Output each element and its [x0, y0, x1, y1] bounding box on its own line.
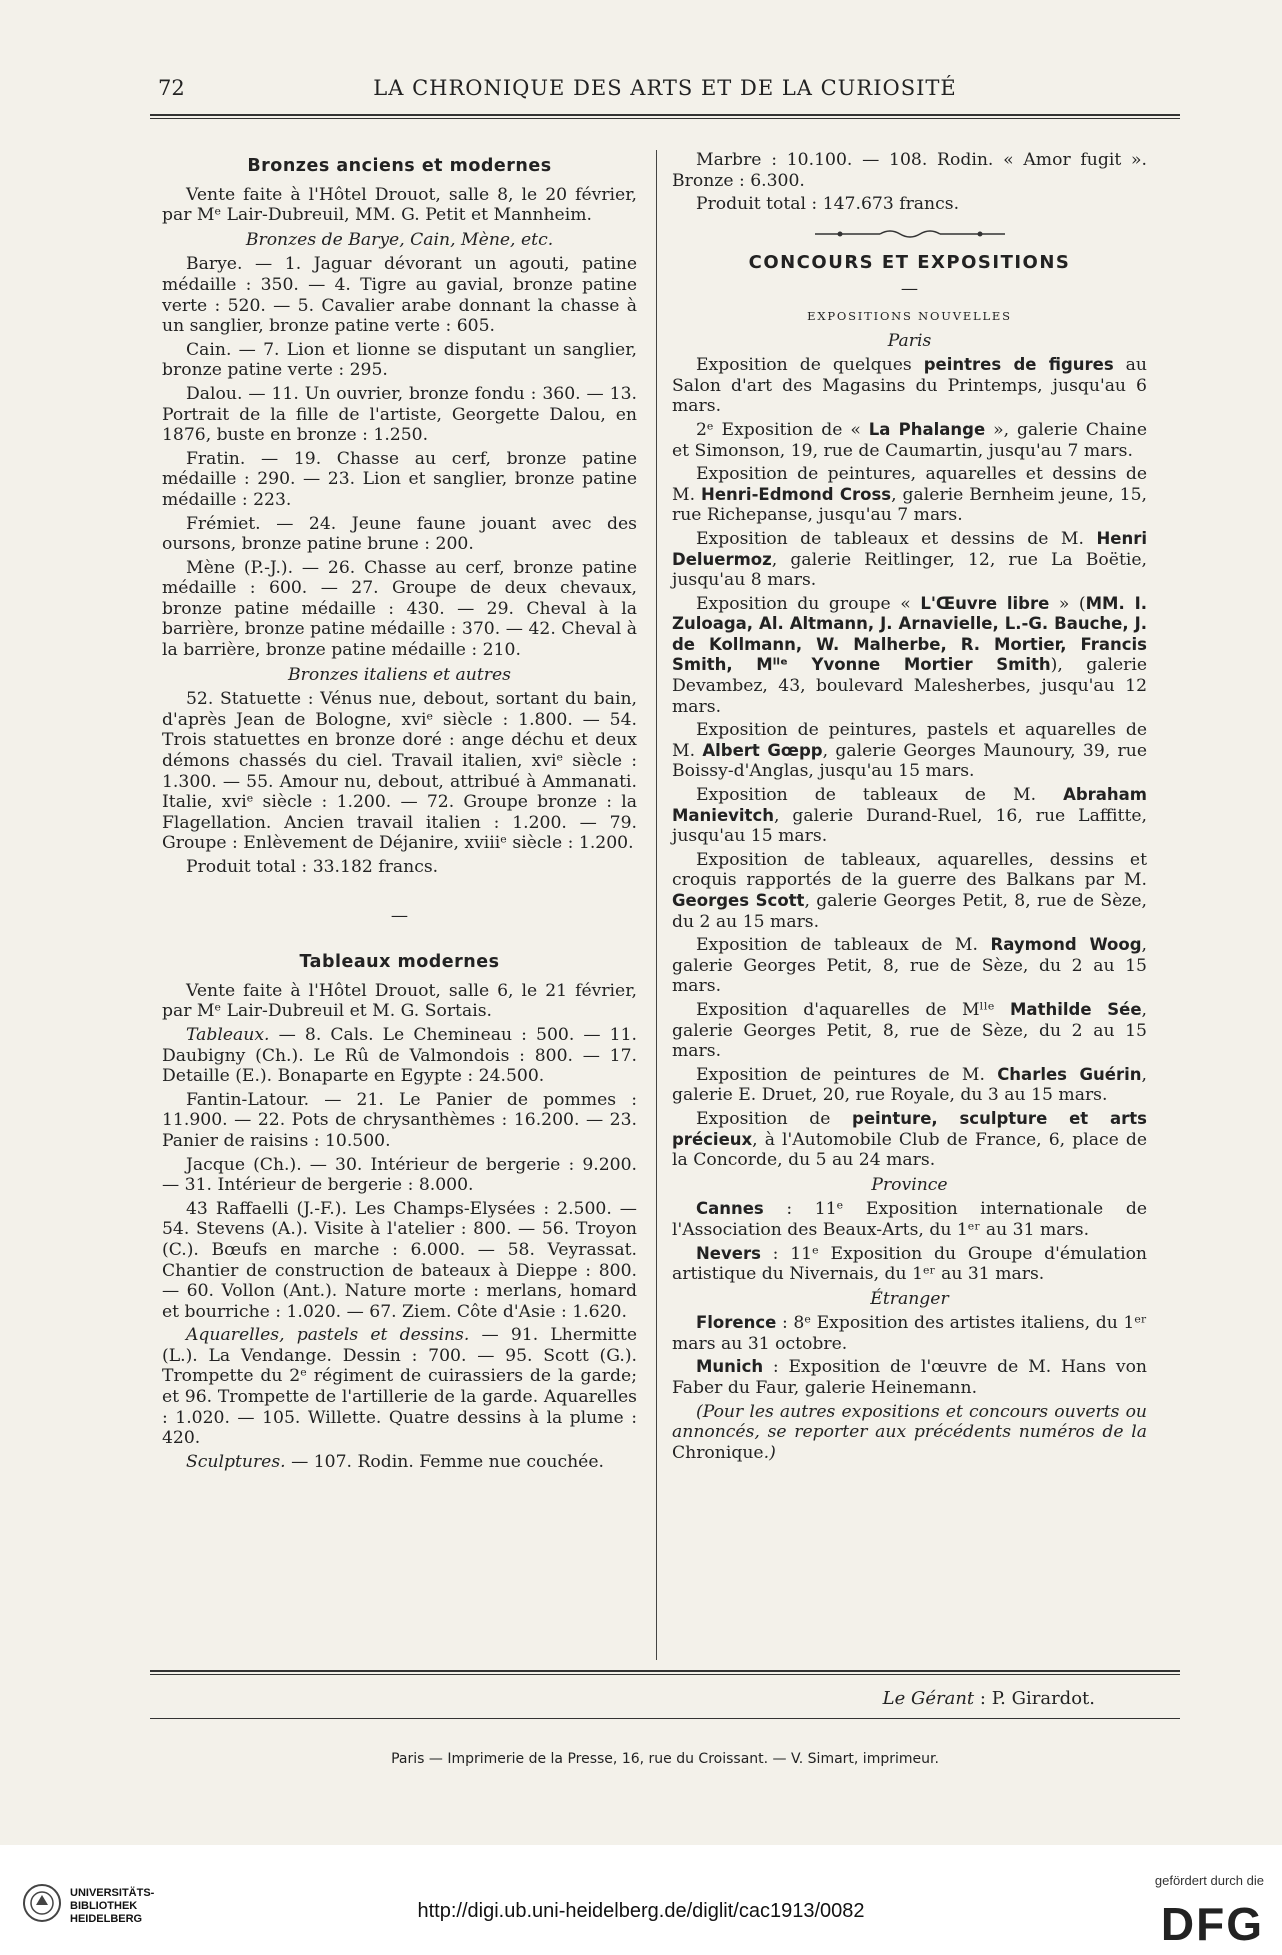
page-header: [150, 76, 1180, 112]
inline-text: au Salon d'art des Magasins du Printemps, jusqu'au 6 mars.: [672, 355, 1147, 417]
bold-name: peintres de figures: [923, 355, 1114, 375]
digital-url-link[interactable]: http://digi.ub.uni-heidelberg.de/diglit/cac1913/0082: [417, 1900, 865, 1922]
paragraph: Cain. — 7. Lion et lionne se disputant un sanglier, bronze patine verte : 295.: [162, 339, 637, 381]
inline-text: , galerie Durand-Ruel, 16, rue Laffitte, jusqu'au 15 mars.: [672, 805, 1147, 847]
inline-text: : 8ᵉ Exposition des artistes italiens, du 1ᵉʳ mars au 31 octobre.: [672, 1313, 1147, 1354]
inline-text: — 107. Rodin. Femme nue couchée.: [285, 1451, 604, 1472]
total-line: Produit total : 33.182 francs.: [186, 857, 439, 877]
paragraph: [672, 785, 1147, 847]
paragraph: [162, 1325, 637, 1449]
bold-name: Abraham Manievitch: [672, 785, 1147, 825]
section-title-tableaux: Tableaux modernes: [299, 952, 500, 973]
inline-text: Exposition de quelques: [696, 355, 924, 376]
inline-text: ), galerie Devambez, 43, boulevard Malesherbes, jusqu'au 12 mars.: [672, 655, 1147, 717]
paragraph: [672, 594, 1147, 718]
section-dash: —: [900, 279, 919, 300]
inline-text: , galerie Georges Maunoury, 39, rue Boissy-d'Anglas, jusqu'au 15 mars.: [672, 740, 1147, 782]
gerant-name: P. Girardot.: [991, 1688, 1095, 1709]
running-title: LA CHRONIQUE DES ARTS ET DE LA CURIOSITÉ: [373, 76, 957, 100]
paragraph: [672, 1313, 1147, 1354]
inline-text: Exposition de peintures, pastels et aquarelles de M.: [672, 720, 1147, 761]
paragraph: 43 Raffaelli (J.-F.). Les Champs-Elysées : 2.500. — 54. Stevens (A.). Visite à l'atelier : 800. — 56. Troyon (C.). Bœufs en marche : 6.000. — 58. Veyrassat. Chantier de construction de bateaux à Dieppe : 800. — 60. Vollon (Ant.). Nature morte : merlans, homard et bourriche : 1.020. — 67. Ziem. Côte d'Asie : 1.620.: [162, 1198, 637, 1322]
paragraph: Mène (P.-J.). — 26. Chasse au cerf, bronze patine médaille : 600. — 27. Groupe de deux chevaux, bronze patine médaille : 430. — 29. Cheval à la barrière, bronze patine médaille : 370. — 42. Cheval à la barrière, bronze patine médaille : 210.: [162, 557, 637, 661]
digitization-footer: [0, 1845, 1282, 1955]
paragraph: Frémiet. — 24. Jeune faune jouant avec des oursons, bronze patine brune : 200.: [162, 513, 637, 555]
paragraph: [672, 720, 1147, 782]
uni-line: BIBLIOTHEK: [70, 1900, 138, 1912]
inline-text: Exposition de: [696, 1108, 853, 1129]
inline-text: , galerie Reitlinger, 12, rue La Boëtie, jusqu'au 8 mars.: [672, 549, 1147, 591]
inline-text: 2ᵉ Exposition de «: [696, 419, 869, 440]
inline-text: Exposition du groupe «: [696, 593, 921, 614]
paragraph: [162, 1025, 637, 1087]
paragraph: [672, 529, 1147, 591]
inline-text: Exposition de peintures de M.: [696, 1064, 998, 1085]
header-rule: [150, 114, 1180, 119]
inline-text: Chronique: [672, 1442, 764, 1463]
paragraph: [672, 1065, 1147, 1106]
inline-label: Aquarelles, pastels et dessins.: [186, 1325, 470, 1346]
page-number: 72: [158, 76, 185, 100]
bold-name: MM. I. Zuloaga, Al. Altmann, J. Arnavielle, L.-G. Bauche, J. de Kollmann, W. Malherbe, R. Mortier, Francis Smith, Mˡˡᵉ Yvonne Mortier Smith: [672, 593, 1147, 675]
bold-name: Henri-Edmond Cross: [701, 484, 892, 504]
paragraph: [672, 355, 1147, 417]
gerant-label: Le Gérant: [882, 1688, 975, 1709]
paragraph: 52. Statuette : Vénus nue, debout, sortant du bain, d'après Jean de Bologne, xviᵉ siècle : 1.800. — 54. Trois statuettes en bronze doré : ange déchu et deux démons chassés du ciel. Travail italien, xviᵉ siècle : 1.300. — 55. Amour nu, debout, attribué à Ammanati. Italie, xviᵉ siècle : 1.200. — 72. Groupe bronze : la Flagellation. Ancien travail italien : 1.200. — 79. Groupe : Enlèvement de Déjanire, xviiiᵉ siècle : 1.200.: [162, 689, 637, 854]
inline-text: Exposition de tableaux de M.: [696, 935, 991, 956]
bold-name: Albert Gœpp: [702, 740, 823, 760]
inline-text: Exposition de tableaux, aquarelles, dessins et croquis rapportés de la guerre des Balkans par M.: [672, 849, 1147, 891]
bold-name: La Phalange: [868, 419, 986, 439]
uni-line: UNIVERSITÄTS-: [70, 1887, 155, 1899]
paragraph: Vente faite à l'Hôtel Drouot, salle 6, le 21 février, par Mᵉ Lair-Dubreuil et M. G. Sortais.: [162, 980, 637, 1022]
paragraph: Fratin. — 19. Chasse au cerf, bronze patine médaille : 290. — 23. Lion et sanglier, bronze patine médaille : 223.: [162, 448, 637, 510]
bold-name: Raymond Woog: [990, 935, 1142, 955]
paragraph: [672, 464, 1147, 526]
paragraph: [672, 935, 1147, 997]
inline-text: : Exposition de l'œuvre de M. Hans von Faber du Faur, galerie Heinemann.: [672, 1357, 1147, 1399]
dfg-logo: DFG: [1160, 1898, 1264, 1950]
bold-name: Cannes: [696, 1199, 764, 1219]
paragraph: [672, 1244, 1147, 1285]
paragraph: Dalou. — 11. Un ouvrier, bronze fondu : 360. — 13. Portrait de la fille de l'artiste, Georgette Dalou, en 1876, buste en bronze : 1.250.: [162, 383, 637, 446]
inline-text: , galerie E. Druet, 20, rue Royale, du 3 au 15 mars.: [672, 1064, 1147, 1106]
inline-text: , à l'Automobile Club de France, 6, place de la Concorde, du 5 au 24 mars.: [672, 1129, 1147, 1171]
inline-text: , galerie Georges Petit, 8, rue de Sèze, du 2 au 15 mars.: [672, 999, 1147, 1062]
bold-name: Florence: [696, 1313, 777, 1333]
ornament-icon: [810, 228, 1010, 240]
inline-text: , galerie Georges Petit, 8, rue de Sèze, du 2 au 15 mars.: [672, 935, 1148, 997]
right-column: [672, 150, 1147, 1466]
bold-name: peinture, sculpture et arts précieux: [672, 1108, 1147, 1149]
paragraph: [672, 1357, 1147, 1398]
inline-label: Tableaux.: [186, 1024, 270, 1045]
paragraph: [672, 1199, 1147, 1240]
paragraph: Marbre : 10.100. — 108. Rodin. « Amor fugit ». Bronze : 6.300.: [672, 150, 1147, 191]
kicker-expositions: EXPOSITIONS NOUVELLES: [807, 308, 1012, 323]
inline-text: : 11ᵉ Exposition du Groupe d'émulation artistique du Nivernais, du 1ᵉʳ au 31 mars.: [672, 1243, 1147, 1285]
section-dash: —: [390, 905, 409, 926]
inline-text: — 8. Cals. Le Chemineau : 500. — 11. Daubigny (Ch.). Le Rû de Valmondois : 800. — 17. Detaille (E.). Bonaparte en Egypte : 24.500.: [162, 1024, 637, 1087]
bold-name: Munich: [696, 1357, 764, 1377]
imprint-line: Paris — Imprimerie de la Presse, 16, rue du Croissant. — V. Simart, imprimeur.: [391, 1751, 939, 1767]
bold-name: Mathilde Sée: [1010, 999, 1142, 1019]
subheading: Bronzes italiens et autres: [288, 664, 511, 685]
total-line: Produit total : 147.673 francs.: [696, 194, 960, 215]
column-divider: [656, 150, 657, 1660]
section-title-bronzes: Bronzes anciens et modernes: [247, 156, 552, 176]
bold-name: Nevers: [696, 1243, 761, 1263]
uni-line: HEIDELBERG: [70, 1913, 143, 1925]
paragraph: Fantin-Latour. — 21. Le Panier de pommes : 11.900. — 22. Pots de chrysanthèmes : 16.200. — 23. Panier de raisins : 10.500.: [162, 1089, 637, 1151]
subheading-paris: Paris: [887, 330, 932, 351]
paragraph: Jacque (Ch.). — 30. Intérieur de bergerie : 9.200. — 31. Intérieur de bergerie : 8.000.: [162, 1154, 637, 1196]
paragraph: Barye. — 1. Jaguar dévorant un agouti, patine médaille : 350. — 4. Tigre au gavial, bronze patine verte : 520. — 5. Cavalier arabe donnant la chasse à un sanglier, bronze patine verte : 605.: [162, 254, 637, 337]
paragraph: Vente faite à l'Hôtel Drouot, salle 8, le 20 février, par Mᵉ Lair-Dubreuil, MM. G. Petit et Mannheim.: [162, 184, 637, 226]
gerant-line: [150, 1688, 1095, 1709]
paragraph: [672, 850, 1147, 932]
inline-text: , galerie Georges Petit, 8, rue de Sèze, du 2 au 15 mars.: [672, 891, 1147, 932]
inline-text: », galerie Chaine et Simonson, 19, rue de Caumartin, jusqu'au 7 mars.: [672, 419, 1147, 461]
left-column: [162, 150, 637, 1475]
inline-text: Exposition de tableaux et dessins de M.: [696, 528, 1097, 549]
paragraph: [162, 1452, 637, 1473]
gerant-separator: :: [974, 1688, 992, 1709]
subheading-province: Province: [871, 1174, 948, 1195]
bold-name: Georges Scott: [672, 891, 805, 910]
inline-text: Exposition d'aquarelles de Mˡˡᵉ: [696, 999, 1011, 1020]
gerant-rule: [150, 1718, 1180, 1719]
bottom-rule: [150, 1670, 1180, 1675]
subheading: Bronzes de Barye, Cain, Mène, etc.: [245, 229, 554, 250]
inline-text: : 11ᵉ Exposition internationale de l'Association des Beaux-Arts, du 1ᵉʳ au 31 mars.: [672, 1199, 1147, 1240]
paragraph: [672, 1109, 1147, 1171]
inline-text: (Pour les autres expositions et concours ouverts ou annoncés, se reporter aux précédents numéros de la: [672, 1401, 1147, 1443]
inline-label: Sculptures.: [186, 1451, 286, 1472]
inline-text: » (: [1049, 593, 1086, 614]
paragraph: [672, 1000, 1147, 1062]
inline-text: , galerie Bernheim jeune, 15, rue Richepanse, jusqu'au 7 mars.: [672, 484, 1147, 526]
ornament-divider: [672, 225, 1147, 239]
inline-text: .): [763, 1442, 776, 1463]
funding-note: gefördert durch die: [1154, 1873, 1264, 1888]
paragraph: [672, 420, 1147, 461]
inline-text: Exposition de peintures, aquarelles et dessins de M.: [672, 464, 1147, 505]
section-title-concours: CONCOURS ET EXPOSITIONS: [748, 251, 1071, 273]
subheading-etranger: Étranger: [870, 1288, 949, 1309]
inline-text: — 91. Lhermitte (L.). La Vendange. Dessin : 700. — 95. Scott (G.). Trompette du 2ᵉ régiment de cuirassiers de la garde; et 96. Trompette de l'artillerie de la garde. Aquarelles : 1.020. — 105. Willette. Quatre dessins à la plume : 420.: [162, 1325, 638, 1449]
bold-name: L'Œuvre libre: [920, 593, 1050, 613]
inline-text: Exposition de tableaux de M.: [696, 785, 1064, 806]
bold-name: Henri Deluermoz: [672, 528, 1147, 569]
bold-name: Charles Guérin: [997, 1064, 1142, 1084]
note-paragraph: [672, 1402, 1147, 1464]
